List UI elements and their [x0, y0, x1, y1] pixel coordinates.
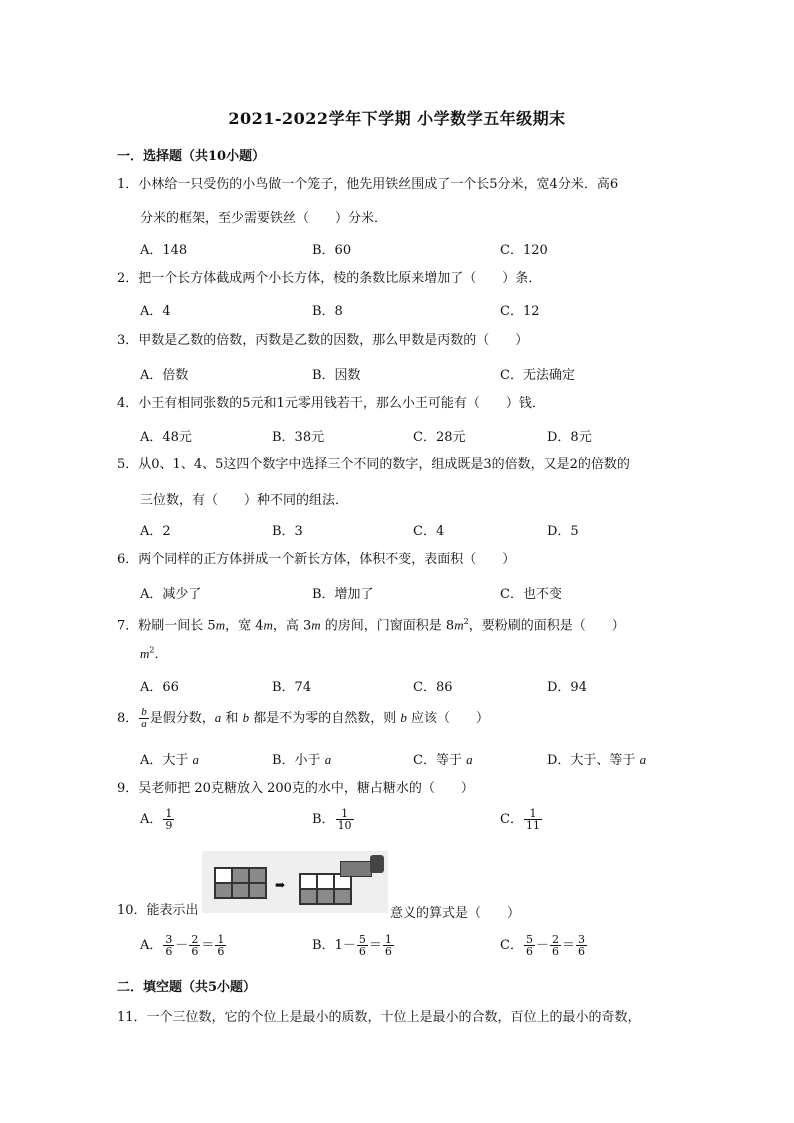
question-10-tail: 意义的算式是（ ） — [390, 906, 521, 921]
section-heading-fill: 二．填空题（共5小题） — [117, 980, 257, 995]
option-b[interactable]: B．小于 a — [272, 752, 332, 768]
option-a[interactable]: A．倍数 — [140, 368, 189, 383]
arrow-right-icon: ➡ — [275, 878, 286, 892]
question-text: 1．小林给一只受伤的小鸟做一个笼子，他先用铁丝围成了一个长5分米，宽4分米．高6 — [117, 177, 619, 192]
option-c[interactable]: C．等于 a — [413, 752, 473, 768]
question-7: 7．粉刷一间长 5m，宽 4m，高 3m 的房间，门窗面积是 $8m^2$，要粉刷的面积是（ ） — [117, 617, 625, 634]
option-c[interactable]: C． $\frac{1}{11}$ — [500, 807, 540, 832]
option-c[interactable]: C．4 — [413, 524, 445, 539]
question-9: 9．吴老师把 20克糖放入 200克的水中，糖占糖水的（ ） — [117, 781, 474, 796]
option-b[interactable]: B．74 — [272, 680, 312, 695]
question-11: 11．一个三位数，它的个位上是最小的质数，十位上是最小的合数，百位上的最小的奇数， — [117, 1010, 641, 1025]
question-5-line2: 三位数，有（ ）种不同的组法． — [140, 493, 349, 508]
option-a[interactable]: A．148 — [140, 243, 188, 258]
question-1-line2: 分米的框架，至少需要铁丝（ ）分米． — [140, 211, 388, 226]
section-heading-choice: 一．选择题（共10小题） — [117, 149, 266, 164]
option-d[interactable]: D．94 — [547, 680, 587, 695]
option-c[interactable]: C．86 — [413, 680, 453, 695]
question-1 — [117, 170, 682, 200]
option-c[interactable]: C．12 — [500, 304, 540, 319]
removed-block — [340, 861, 372, 877]
option-d[interactable]: D．8元 — [547, 430, 592, 445]
question-4: 4．小王有相同张数的5元和1元零用钱若干，那么小王可能有（ ）钱． — [117, 396, 545, 411]
option-c[interactable]: C．120 — [500, 243, 548, 258]
question-6: 6．两个同样的正方体拼成一个新长方体，体积不变，表面积（ ） — [117, 552, 516, 567]
option-d[interactable]: D．5 — [547, 524, 579, 539]
option-a[interactable]: A．66 — [140, 680, 179, 695]
option-b[interactable]: B．增加了 — [312, 587, 374, 602]
question-5: 5．从0、1、4、5这四个数字中选择三个不同的数字，组成既是3的倍数，又是2的倍数的 — [117, 457, 630, 472]
question-2: 2．把一个长方体截成两个小长方体，棱的条数比原来增加了（ ）条． — [117, 271, 542, 286]
option-a[interactable]: A．2 — [140, 524, 171, 539]
option-b[interactable]: B．38元 — [272, 430, 325, 445]
option-b[interactable]: B．3 — [272, 524, 303, 539]
question-8: 8． $\frac{b}{a}$ 是假分数，a 和 b 都是不为零的自然数，则 b 应该（ ） — [117, 706, 489, 730]
option-b[interactable]: B．60 — [312, 243, 352, 258]
question-10: 10．能表示出 — [117, 903, 199, 918]
option-a[interactable]: A．4 — [140, 304, 171, 319]
fraction-b-over-a: $\frac{b}{a}$ — [141, 706, 147, 730]
grid-before — [214, 867, 267, 899]
question-3: 3．甲数是乙数的倍数，丙数是乙数的因数，那么甲数是丙数的（ ） — [117, 333, 529, 348]
option-d[interactable]: D．大于、等于 a — [547, 752, 647, 768]
option-b[interactable]: B．1－ $\frac{5}{6}$ ＝ $\frac{1}{6}$ — [312, 933, 392, 958]
option-c[interactable]: C．无法确定 — [500, 368, 575, 383]
question-7-line2: $m^2$． — [140, 645, 168, 662]
page-title: 2021-2022学年下学期 小学数学五年级期末 — [228, 109, 566, 128]
option-a[interactable]: A． $\frac{1}{9}$ — [140, 807, 173, 832]
option-c[interactable]: C．也不变 — [500, 587, 562, 602]
hand-icon — [370, 855, 384, 873]
option-a[interactable]: A．48元 — [140, 430, 192, 445]
option-a[interactable]: A．大于 a — [140, 752, 200, 768]
option-c[interactable]: C．28元 — [413, 430, 466, 445]
option-a[interactable]: A．减少了 — [140, 587, 202, 602]
option-a[interactable]: A． $\frac{3}{6}$ － $\frac{2}{6}$ ＝ $\frac{1}{6}$ — [140, 933, 225, 958]
option-b[interactable]: B．8 — [312, 304, 343, 319]
option-b[interactable]: B． $\frac{1}{10}$ — [312, 807, 352, 832]
option-c[interactable]: C． $\frac{5}{6}$ － $\frac{2}{6}$ ＝ $\frac{3}{6}$ — [500, 933, 585, 958]
option-b[interactable]: B．因数 — [312, 368, 361, 383]
